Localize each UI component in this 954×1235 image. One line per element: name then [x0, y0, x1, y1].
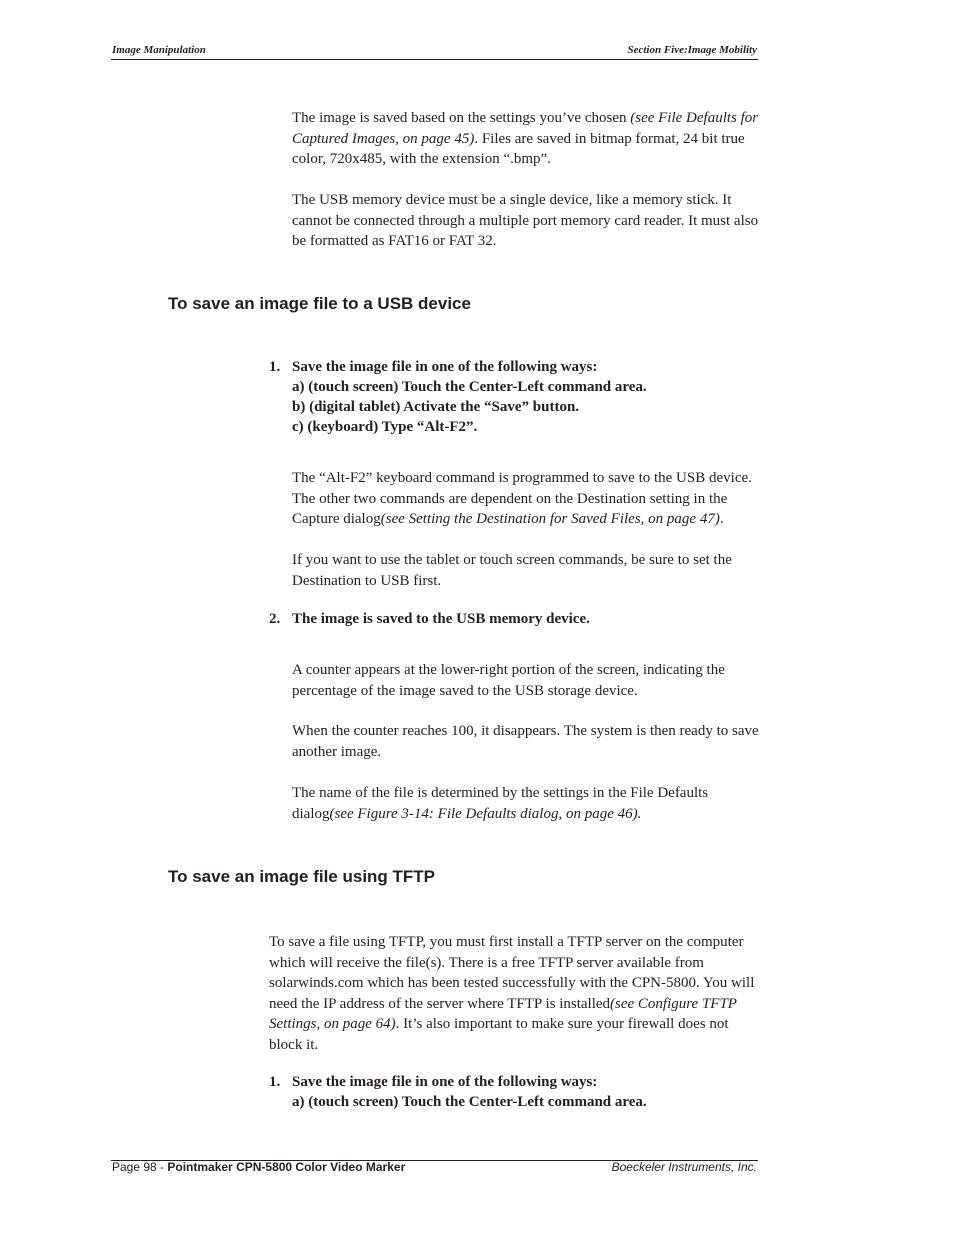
usb-step-2-number: 2.	[269, 611, 281, 627]
footer-company: Boeckeler Instruments, Inc.	[611, 1160, 757, 1174]
usb-section-heading: To save an image file to a USB device	[168, 294, 471, 313]
running-header-right: Section Five:Image Mobility	[627, 44, 757, 56]
tftp-step-1-text: Save the image file in one of the following ways:	[292, 1074, 598, 1090]
usb-step-1-option-b: b) (digital tablet) Activate the “Save” button.	[292, 399, 580, 415]
usb-paragraph-counter: A counter appears at the lower-right portion of the screen, indicating the percentage of the image saved to the USB storage device.	[292, 662, 725, 699]
usb-step-1	[269, 357, 597, 378]
header-rule	[111, 59, 758, 60]
tftp-step-1-number: 1.	[269, 1074, 281, 1090]
usb-step-1-number: 1.	[269, 359, 281, 375]
usb-p7-text: The name of the file is determined by the settings in the File Defaults dialog	[292, 785, 709, 822]
tftp-step-1-option-a: a) (touch screen) Touch the Center-Left command area.	[292, 1094, 647, 1110]
usb-p3-text: The “Alt-F2” keyboard command is programmed to save to the USB device. The other two commands are dependent on the Destination setting in the Capture dialog	[292, 470, 752, 527]
tftp-step-1	[269, 1072, 597, 1093]
intro-paragraph-1	[292, 108, 767, 170]
tftp-paragraph-intro	[269, 932, 759, 1055]
tftp-p8-text-end: . It’s also important to make sure your firewall does not block it.	[269, 1016, 729, 1053]
intro-p1-text-end: . Files are saved in bitmap format, 24 bit true color, 720x485, with the extension “.bmp”.	[292, 130, 745, 167]
usb-p3-reference: (see Setting the Destination for Saved Files, on page 47)	[380, 511, 720, 527]
footer-product-name: Pointmaker CPN-5800 Color Video Marker	[167, 1160, 406, 1174]
usb-p3-period: .	[719, 511, 724, 527]
usb-step-2-text: The image is saved to the USB memory device.	[292, 611, 590, 627]
usb-step-1-option-c: c) (keyboard) Type “Alt-F2”.	[292, 419, 478, 435]
usb-paragraph-destination: If you want to use the tablet or touch screen commands, be sure to set the Destination to USB first.	[292, 552, 732, 589]
usb-step-2	[269, 609, 590, 630]
running-header-left: Image Manipulation	[112, 44, 206, 56]
footer-page-number: Page 98 -	[112, 1160, 168, 1174]
intro-p1-reference: (see File Defaults for Captured Images, on page 45)	[292, 110, 759, 147]
intro-p1-text: The image is saved based on the settings you’ve chosen	[292, 110, 631, 126]
usb-step-1-text: Save the image file in one of the following ways:	[292, 359, 598, 375]
intro-paragraph-2: The USB memory device must be a single device, like a memory stick. It cannot be connected through a multiple port memory card reader. It must also be formatted as FAT16 or FAT 32.	[292, 192, 759, 249]
tftp-p8-text: To save a file using TFTP, you must first install a TFTP server on the computer which will receive the file(s). There is a free TFTP server available from solarwinds.com which has been tested successfully with the CPN-5800. You will need the IP address of the server where TFTP is installed	[269, 934, 755, 1012]
footer-left	[112, 1160, 405, 1174]
usb-paragraph-altf2	[292, 468, 767, 530]
usb-p7-reference: (see Figure 3-14: File Defaults dialog, on page 46).	[329, 805, 642, 822]
tftp-p8-reference: (see Configure TFTP Settings, on page 64)	[269, 995, 737, 1032]
usb-paragraph-filename	[292, 783, 767, 824]
usb-step-1-option-a: a) (touch screen) Touch the Center-Left command area.	[292, 379, 647, 395]
usb-paragraph-counter-100: When the counter reaches 100, it disappears. The system is then ready to save another image.	[292, 723, 759, 760]
tftp-section-heading: To save an image file using TFTP	[168, 867, 436, 886]
